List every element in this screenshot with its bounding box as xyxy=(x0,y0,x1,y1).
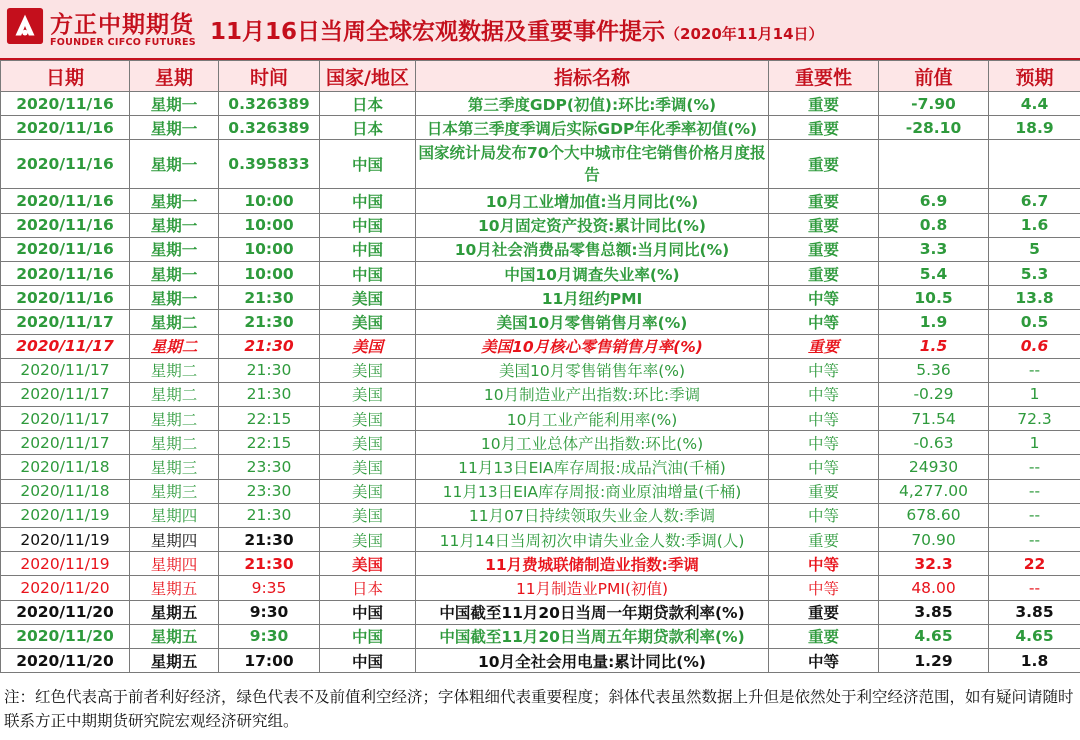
report-date: （2020年11月14日） xyxy=(665,25,824,43)
cell-weekday: 星期一 xyxy=(130,261,219,285)
cell-time: 0.326389 xyxy=(219,92,320,116)
cell-time: 23:30 xyxy=(219,455,320,479)
brand-name-en: FOUNDER CIFCO FUTURES xyxy=(50,37,196,48)
cell-country: 美国 xyxy=(320,503,416,527)
cell-forecast: 18.9 xyxy=(989,116,1080,140)
cell-date: 2020/11/16 xyxy=(1,213,130,237)
table-row xyxy=(1,455,1080,479)
cell-time: 21:30 xyxy=(219,310,320,334)
cell-indicator: 美国10月零售销售月率(%) xyxy=(416,310,769,334)
cell-date: 2020/11/19 xyxy=(1,503,130,527)
cell-country: 美国 xyxy=(320,528,416,552)
cell-importance: 重要 xyxy=(769,92,879,116)
table-row xyxy=(1,140,1080,189)
cell-previous: 6.9 xyxy=(879,189,989,213)
table-row xyxy=(1,382,1080,406)
cell-country: 中国 xyxy=(320,189,416,213)
cell-weekday: 星期五 xyxy=(130,624,219,648)
cell-country: 美国 xyxy=(320,552,416,576)
cell-previous: 4.65 xyxy=(879,624,989,648)
col-header-country: 国家/地区 xyxy=(320,61,416,92)
cell-time: 10:00 xyxy=(219,261,320,285)
cell-country: 中国 xyxy=(320,140,416,189)
cell-previous: 0.8 xyxy=(879,213,989,237)
cell-importance: 重要 xyxy=(769,116,879,140)
cell-importance: 重要 xyxy=(769,189,879,213)
table-row xyxy=(1,624,1080,648)
cell-country: 美国 xyxy=(320,455,416,479)
table-row xyxy=(1,334,1080,358)
col-header-forecast: 预期 xyxy=(989,61,1080,92)
cell-previous: -28.10 xyxy=(879,116,989,140)
cell-time: 21:30 xyxy=(219,503,320,527)
table-row xyxy=(1,528,1080,552)
cell-date: 2020/11/19 xyxy=(1,552,130,576)
cell-previous: 48.00 xyxy=(879,576,989,600)
cell-importance: 中等 xyxy=(769,648,879,672)
cell-weekday: 星期一 xyxy=(130,237,219,261)
cell-forecast: 0.5 xyxy=(989,310,1080,334)
cell-time: 10:00 xyxy=(219,189,320,213)
cell-importance: 重要 xyxy=(769,140,879,189)
cell-forecast: -- xyxy=(989,455,1080,479)
col-header-time: 时间 xyxy=(219,61,320,92)
cell-country: 美国 xyxy=(320,382,416,406)
cell-forecast: 5.3 xyxy=(989,261,1080,285)
report-title xyxy=(210,13,824,46)
cell-date: 2020/11/17 xyxy=(1,407,130,431)
col-header-indicator: 指标名称 xyxy=(416,61,769,92)
cell-previous: 5.4 xyxy=(879,261,989,285)
cell-previous: 24930 xyxy=(879,455,989,479)
col-header-previous: 前值 xyxy=(879,61,989,92)
cell-date: 2020/11/16 xyxy=(1,189,130,213)
cell-importance: 中等 xyxy=(769,552,879,576)
cell-forecast: 1.6 xyxy=(989,213,1080,237)
cell-indicator: 11月14日当周初次申请失业金人数:季调(人) xyxy=(416,528,769,552)
cell-date: 2020/11/17 xyxy=(1,310,130,334)
cell-previous: -0.29 xyxy=(879,382,989,406)
cell-forecast: 4.65 xyxy=(989,624,1080,648)
cell-indicator: 10月制造业产出指数:环比:季调 xyxy=(416,382,769,406)
cell-indicator: 11月07日持续领取失业金人数:季调 xyxy=(416,503,769,527)
cell-importance: 中等 xyxy=(769,576,879,600)
cell-weekday: 星期一 xyxy=(130,116,219,140)
col-header-importance: 重要性 xyxy=(769,61,879,92)
table-row xyxy=(1,600,1080,624)
cell-country: 美国 xyxy=(320,431,416,455)
cell-importance: 中等 xyxy=(769,407,879,431)
cell-forecast: 6.7 xyxy=(989,189,1080,213)
cell-time: 22:15 xyxy=(219,431,320,455)
cell-previous: 70.90 xyxy=(879,528,989,552)
cell-indicator: 11月13日EIA库存周报:商业原油增量(千桶) xyxy=(416,479,769,503)
table-row xyxy=(1,552,1080,576)
cell-weekday: 星期五 xyxy=(130,576,219,600)
table-row xyxy=(1,116,1080,140)
table-row xyxy=(1,503,1080,527)
cell-forecast: -- xyxy=(989,503,1080,527)
table-header-row xyxy=(1,61,1080,92)
cell-importance: 中等 xyxy=(769,310,879,334)
cell-importance: 中等 xyxy=(769,455,879,479)
cell-time: 23:30 xyxy=(219,479,320,503)
cell-date: 2020/11/17 xyxy=(1,334,130,358)
cell-indicator: 10月工业总体产出指数:环比(%) xyxy=(416,431,769,455)
cell-forecast: 4.4 xyxy=(989,92,1080,116)
cell-forecast: 22 xyxy=(989,552,1080,576)
cell-indicator: 11月13日EIA库存周报:成品汽油(千桶) xyxy=(416,455,769,479)
cell-time: 21:30 xyxy=(219,286,320,310)
cell-forecast: -- xyxy=(989,479,1080,503)
cell-forecast: 1.8 xyxy=(989,648,1080,672)
cell-forecast: -- xyxy=(989,528,1080,552)
table-row xyxy=(1,237,1080,261)
cell-time: 9:35 xyxy=(219,576,320,600)
cell-time: 21:30 xyxy=(219,552,320,576)
cell-time: 10:00 xyxy=(219,213,320,237)
cell-importance: 重要 xyxy=(769,600,879,624)
cell-importance: 重要 xyxy=(769,624,879,648)
cell-weekday: 星期一 xyxy=(130,92,219,116)
cell-indicator: 11月费城联储制造业指数:季调 xyxy=(416,552,769,576)
cell-weekday: 星期五 xyxy=(130,648,219,672)
table-row xyxy=(1,407,1080,431)
cell-weekday: 星期四 xyxy=(130,552,219,576)
cell-previous: 1.5 xyxy=(879,334,989,358)
founder-cifco-logo-icon xyxy=(6,7,44,45)
cell-country: 中国 xyxy=(320,237,416,261)
cell-time: 9:30 xyxy=(219,600,320,624)
cell-time: 17:00 xyxy=(219,648,320,672)
cell-indicator: 10月工业产能利用率(%) xyxy=(416,407,769,431)
cell-country: 中国 xyxy=(320,648,416,672)
cell-previous: -0.63 xyxy=(879,431,989,455)
cell-indicator: 11月制造业PMI(初值) xyxy=(416,576,769,600)
cell-weekday: 星期三 xyxy=(130,479,219,503)
cell-weekday: 星期一 xyxy=(130,189,219,213)
table-row xyxy=(1,92,1080,116)
cell-indicator: 日本第三季度季调后实际GDP年化季率初值(%) xyxy=(416,116,769,140)
cell-forecast: 1 xyxy=(989,382,1080,406)
cell-importance: 重要 xyxy=(769,261,879,285)
table-row xyxy=(1,261,1080,285)
cell-forecast: 5 xyxy=(989,237,1080,261)
cell-previous: 32.3 xyxy=(879,552,989,576)
cell-country: 美国 xyxy=(320,334,416,358)
cell-date: 2020/11/20 xyxy=(1,648,130,672)
cell-importance: 重要 xyxy=(769,479,879,503)
cell-weekday: 星期二 xyxy=(130,334,219,358)
brand-name-cn: 方正中期期货 xyxy=(50,12,194,38)
cell-weekday: 星期一 xyxy=(130,213,219,237)
cell-weekday: 星期一 xyxy=(130,286,219,310)
cell-country: 中国 xyxy=(320,624,416,648)
table-row xyxy=(1,648,1080,672)
cell-weekday: 星期二 xyxy=(130,310,219,334)
cell-time: 21:30 xyxy=(219,382,320,406)
cell-time: 21:30 xyxy=(219,334,320,358)
cell-importance: 中等 xyxy=(769,286,879,310)
cell-country: 中国 xyxy=(320,261,416,285)
table-row xyxy=(1,576,1080,600)
cell-indicator: 国家统计局发布70个大中城市住宅销售价格月度报告 xyxy=(416,140,769,189)
footnote: 注：红色代表高于前者利好经济，绿色代表不及前值利空经济；字体粗细代表重要程度；斜体代表虽然数据上升但是依然处于利空经济范围，如有疑问请随时联系方正中期期货研究院宏观经济研究组。 xyxy=(4,688,1074,730)
cell-time: 10:00 xyxy=(219,237,320,261)
table-row xyxy=(1,286,1080,310)
cell-date: 2020/11/16 xyxy=(1,140,130,189)
cell-indicator: 美国10月零售销售年率(%) xyxy=(416,358,769,382)
cell-forecast: -- xyxy=(989,358,1080,382)
cell-time: 21:30 xyxy=(219,358,320,382)
cell-weekday: 星期一 xyxy=(130,140,219,189)
cell-weekday: 星期四 xyxy=(130,503,219,527)
cell-date: 2020/11/20 xyxy=(1,600,130,624)
cell-indicator: 10月工业增加值:当月同比(%) xyxy=(416,189,769,213)
cell-time: 9:30 xyxy=(219,624,320,648)
col-header-weekday: 星期 xyxy=(130,61,219,92)
cell-time: 22:15 xyxy=(219,407,320,431)
cell-previous: -7.90 xyxy=(879,92,989,116)
cell-weekday: 星期二 xyxy=(130,382,219,406)
cell-indicator: 中国10月调查失业率(%) xyxy=(416,261,769,285)
cell-previous: 5.36 xyxy=(879,358,989,382)
cell-date: 2020/11/17 xyxy=(1,431,130,455)
col-header-date: 日期 xyxy=(1,61,130,92)
cell-date: 2020/11/19 xyxy=(1,528,130,552)
cell-importance: 中等 xyxy=(769,431,879,455)
cell-previous: 4,277.00 xyxy=(879,479,989,503)
cell-indicator: 10月全社会用电量:累计同比(%) xyxy=(416,648,769,672)
cell-date: 2020/11/18 xyxy=(1,455,130,479)
cell-country: 美国 xyxy=(320,286,416,310)
cell-date: 2020/11/16 xyxy=(1,92,130,116)
cell-country: 美国 xyxy=(320,407,416,431)
cell-indicator: 11月纽约PMI xyxy=(416,286,769,310)
cell-date: 2020/11/17 xyxy=(1,358,130,382)
table-row xyxy=(1,431,1080,455)
cell-forecast: -- xyxy=(989,576,1080,600)
cell-country: 美国 xyxy=(320,358,416,382)
cell-weekday: 星期三 xyxy=(130,455,219,479)
cell-previous xyxy=(879,140,989,189)
cell-previous: 3.85 xyxy=(879,600,989,624)
cell-indicator: 美国10月核心零售销售月率(%) xyxy=(416,334,769,358)
cell-indicator: 中国截至11月20日当周一年期贷款利率(%) xyxy=(416,600,769,624)
cell-country: 日本 xyxy=(320,576,416,600)
cell-forecast: 1 xyxy=(989,431,1080,455)
cell-date: 2020/11/16 xyxy=(1,261,130,285)
cell-date: 2020/11/16 xyxy=(1,286,130,310)
cell-indicator: 10月固定资产投资:累计同比(%) xyxy=(416,213,769,237)
cell-date: 2020/11/16 xyxy=(1,116,130,140)
cell-importance: 重要 xyxy=(769,237,879,261)
cell-previous: 10.5 xyxy=(879,286,989,310)
cell-forecast: 72.3 xyxy=(989,407,1080,431)
cell-weekday: 星期二 xyxy=(130,407,219,431)
cell-indicator: 第三季度GDP(初值):环比:季调(%) xyxy=(416,92,769,116)
cell-forecast xyxy=(989,140,1080,189)
table-row xyxy=(1,310,1080,334)
cell-time: 0.326389 xyxy=(219,116,320,140)
table-row xyxy=(1,213,1080,237)
cell-previous: 1.9 xyxy=(879,310,989,334)
cell-importance: 中等 xyxy=(769,503,879,527)
report-title-text: 11月16日当周全球宏观数据及重要事件提示 xyxy=(210,19,666,45)
cell-country: 中国 xyxy=(320,600,416,624)
cell-date: 2020/11/20 xyxy=(1,576,130,600)
cell-importance: 中等 xyxy=(769,382,879,406)
cell-importance: 重要 xyxy=(769,334,879,358)
cell-time: 0.395833 xyxy=(219,140,320,189)
cell-country: 美国 xyxy=(320,310,416,334)
table-row xyxy=(1,479,1080,503)
brand-logo xyxy=(6,4,206,54)
cell-weekday: 星期二 xyxy=(130,431,219,455)
cell-date: 2020/11/17 xyxy=(1,382,130,406)
cell-weekday: 星期二 xyxy=(130,358,219,382)
cell-weekday: 星期四 xyxy=(130,528,219,552)
cell-date: 2020/11/18 xyxy=(1,479,130,503)
cell-country: 中国 xyxy=(320,213,416,237)
cell-importance: 重要 xyxy=(769,528,879,552)
cell-importance: 中等 xyxy=(769,358,879,382)
cell-indicator: 中国截至11月20日当周五年期贷款利率(%) xyxy=(416,624,769,648)
report-banner xyxy=(0,0,1080,60)
cell-previous: 678.60 xyxy=(879,503,989,527)
cell-country: 美国 xyxy=(320,479,416,503)
cell-time: 21:30 xyxy=(219,528,320,552)
cell-indicator: 10月社会消费品零售总额:当月同比(%) xyxy=(416,237,769,261)
cell-previous: 71.54 xyxy=(879,407,989,431)
cell-country: 日本 xyxy=(320,116,416,140)
cell-forecast: 3.85 xyxy=(989,600,1080,624)
table-row xyxy=(1,358,1080,382)
cell-weekday: 星期五 xyxy=(130,600,219,624)
cell-previous: 1.29 xyxy=(879,648,989,672)
cell-importance: 重要 xyxy=(769,213,879,237)
cell-date: 2020/11/20 xyxy=(1,624,130,648)
cell-forecast: 13.8 xyxy=(989,286,1080,310)
cell-forecast: 0.6 xyxy=(989,334,1080,358)
table-row xyxy=(1,189,1080,213)
macro-calendar-table xyxy=(0,60,1080,673)
cell-date: 2020/11/16 xyxy=(1,237,130,261)
cell-country: 日本 xyxy=(320,92,416,116)
cell-previous: 3.3 xyxy=(879,237,989,261)
